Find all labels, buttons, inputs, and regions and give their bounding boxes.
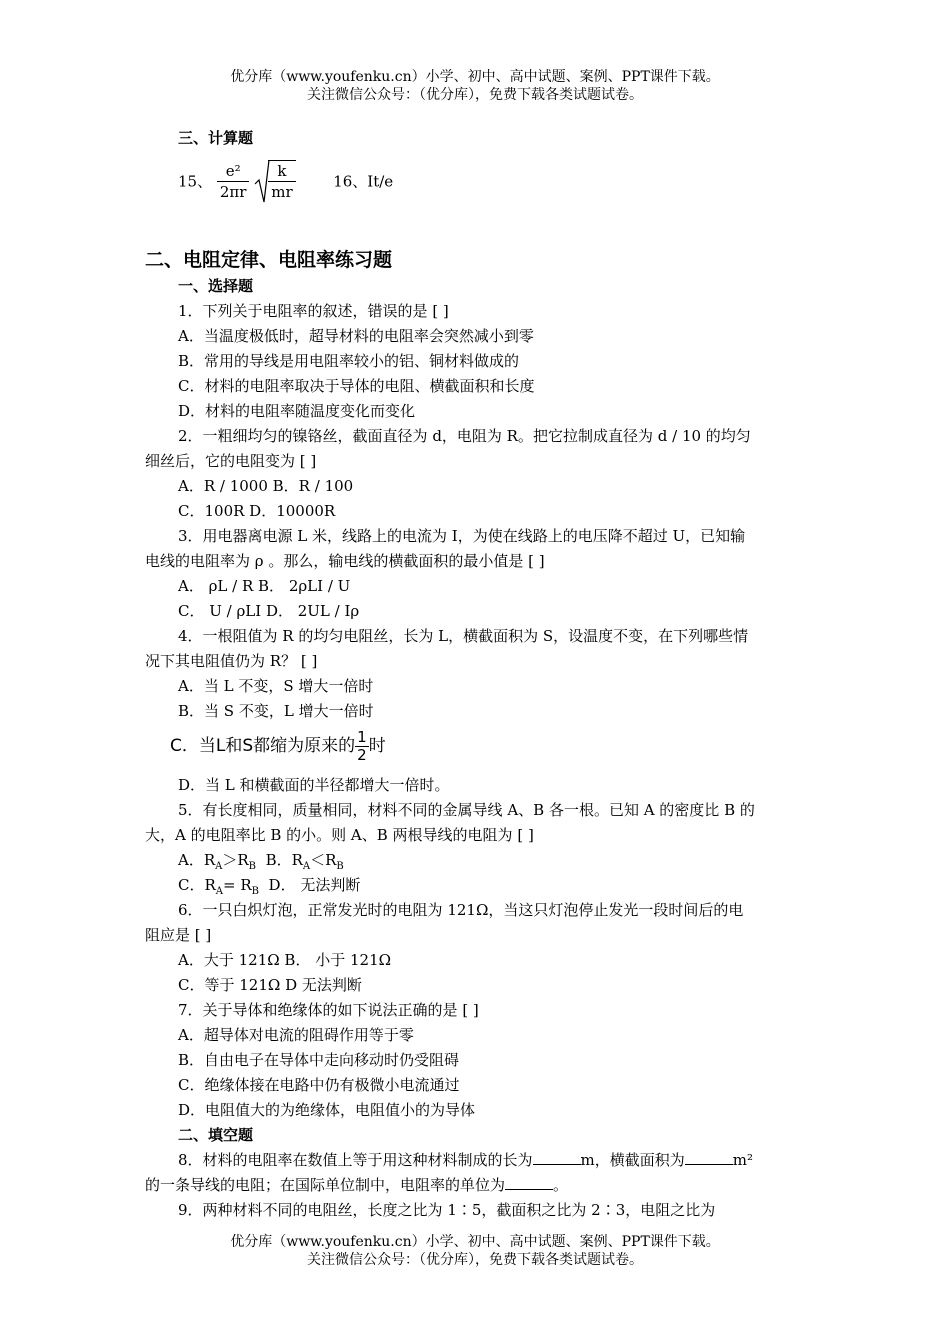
sub-a: A [215, 861, 223, 872]
q9-stem: 9．两种材料不同的电阻丝，长度之比为 1∶5，截面积之比为 2∶3，电阻之比为 [178, 1201, 716, 1219]
q8-line2-end: 。 [553, 1176, 569, 1194]
q5-stem-line-2: 大，A 的电阻率比 B 的小。则 A、B 两根导线的电阻为 [ ] [145, 826, 534, 844]
header-line-2: 关注微信公众号：（优分库），免费下载各类试题试卷。 [307, 87, 643, 103]
q15-sqrt [254, 160, 295, 202]
q15-denominator: 2πr [219, 182, 247, 201]
q8-part-3: m² [732, 1151, 754, 1169]
q15-fraction [217, 161, 250, 202]
q7-option-c: C．绝缘体接在电路中仍有极微小电流通过 [178, 1076, 460, 1094]
q1-option-d: D．材料的电阻率随温度变化而变化 [178, 402, 416, 420]
page-header [0, 68, 950, 104]
q4-option-d: D．当 L 和横截面的半径都增大一倍时。 [178, 776, 450, 794]
one-half-fraction [355, 729, 369, 764]
q2-options-cd: C．100R D．10000R [178, 502, 336, 520]
fill-heading: 二、填空题 [178, 1126, 254, 1144]
q8-line2-text: 的一条导线的电阻；在国际单位制中，电阻率的单位为 [145, 1176, 506, 1194]
q5-b-rest: ＜R [310, 851, 337, 869]
q1-option-b: B．常用的导线是用电阻率较小的铝、铜材料做成的 [178, 352, 520, 370]
q3-options-ab: A． ρL / R B． 2ρLI / U [178, 577, 351, 595]
footer-line-1: 优分库（www.youfenku.cn）小学、初中、高中试题、案例、PPT课件下载。 [230, 1234, 720, 1250]
q6-stem-line-2: 阻应是 [ ] [145, 926, 212, 944]
q1-option-c: C．材料的电阻率取决于导体的电阻、横截面积和长度 [178, 377, 535, 395]
q4-option-c-text: C．当L和S都缩为原来的 [170, 736, 356, 756]
q16-answer: 16、It/e [333, 172, 394, 191]
footer-line-2: 关注微信公众号：（优分库），免费下载各类试题试卷。 [307, 1252, 643, 1268]
q6-options-cd: C．等于 121Ω D 无法判断 [178, 976, 362, 994]
half-numerator: 1 [357, 727, 367, 746]
q5-options-ab [178, 850, 344, 877]
q2-stem-line-1: 2．一粗细均匀的镍铬丝，截面直径为 d，电阻为 R。把它拉制成直径为 d / 10 的均匀 [178, 427, 751, 445]
section-title: 二、电阻定律、电阻率练习题 [145, 249, 393, 271]
q4-option-c [170, 728, 386, 764]
sub-b: B [336, 861, 344, 872]
calc-heading: 三、计算题 [178, 129, 254, 147]
q4-option-b: B．当 S 不变，L 增大一倍时 [178, 702, 374, 720]
q3-stem-line-1: 3．用电器离电源 L 米，线路上的电流为 I，为使在线路上的电压降不超过 U，已知输 [178, 527, 746, 545]
q3-options-cd: C． U / ρLI D． 2UL / Iρ [178, 602, 360, 620]
q5-options-cd [178, 875, 360, 902]
q8-part-1: 8．材料的电阻率在数值上等于用这种材料制成的长为 [178, 1151, 533, 1169]
choice-heading: 一、选择题 [178, 277, 254, 295]
half-denominator: 2 [357, 745, 367, 764]
sub-a: A [302, 861, 311, 872]
calc-answers [178, 160, 393, 216]
q8-stem-line-1 [178, 1150, 753, 1170]
q8-blank-area [685, 1150, 733, 1165]
q1-stem: 1．下列关于电阻率的叙述，错误的是 [ ] [178, 302, 449, 320]
q4-stem-line-1: 4．一根阻值为 R 的均匀电阻丝，长为 L，横截面积为 S，设温度不变，在下列哪些情 [178, 627, 749, 645]
q8-blank-unit [505, 1175, 553, 1190]
q7-stem: 7．关于导体和绝缘体的如下说法正确的是 [ ] [178, 1001, 479, 1019]
q8-part-2: m，横截面积为 [580, 1151, 685, 1169]
q8-stem-line-2 [145, 1175, 568, 1195]
page-footer [0, 1233, 950, 1269]
q5-c-rest: = R [223, 876, 252, 894]
q7-option-b: B．自由电子在导体中走向移动时仍受阻碍 [178, 1051, 460, 1069]
q2-options-ab: A．R / 1000 B．R / 100 [178, 477, 354, 495]
sub-b: B [251, 886, 260, 897]
q5-a-prefix: A．R [178, 851, 216, 869]
q5-a-rest: ＞R [222, 851, 249, 869]
q7-option-d: D．电阻值大的为绝缘体，电阻值小的为导体 [178, 1101, 476, 1119]
q15-root-numerator: k [268, 161, 295, 182]
header-line-1: 优分库（www.youfenku.cn）小学、初中、高中试题、案例、PPT课件下载。 [230, 69, 720, 85]
q15-numerator: e² [217, 161, 250, 182]
sqrt-sign-icon [254, 156, 270, 206]
q15-root-denominator: mr [271, 183, 293, 201]
q7-option-a: A．超导体对电流的阻碍作用等于零 [178, 1026, 414, 1044]
q5-c-prefix: C．R [178, 876, 216, 894]
q4-stem-line-2: 况下其电阻值仍为 R？ [ ] [145, 652, 318, 670]
q15-label: 15、 [178, 172, 213, 191]
q5-d-option: D． 无法判断 [259, 876, 361, 894]
q8-blank-length [533, 1150, 581, 1165]
q6-options-ab: A．大于 121Ω B． 小于 121Ω [178, 951, 392, 969]
q1-option-a: A．当温度极低时，超导材料的电阻率会突然减小到零 [178, 327, 534, 345]
q4-option-a: A．当 L 不变，S 增大一倍时 [178, 677, 374, 695]
sub-b: B [248, 861, 257, 872]
q3-stem-line-2: 电线的电阻率为 ρ 。那么，输电线的横截面积的最小值是 [ ] [145, 552, 545, 570]
q2-stem-line-2: 细丝后，它的电阻变为 [ ] [145, 452, 317, 470]
q4-option-c-suffix: 时 [368, 736, 386, 756]
q5-stem-line-1: 5．有长度相同，质量相同，材料不同的金属导线 A、B 各一根。已知 A 的密度比 B 的 [178, 801, 755, 819]
q5-b-prefix: B．R [256, 851, 303, 869]
q6-stem-line-1: 6．一只白炽灯泡，正常发光时的电阻为 121Ω，当这只灯泡停止发光一段时间后的电 [178, 901, 744, 919]
sub-a: A [215, 886, 224, 897]
